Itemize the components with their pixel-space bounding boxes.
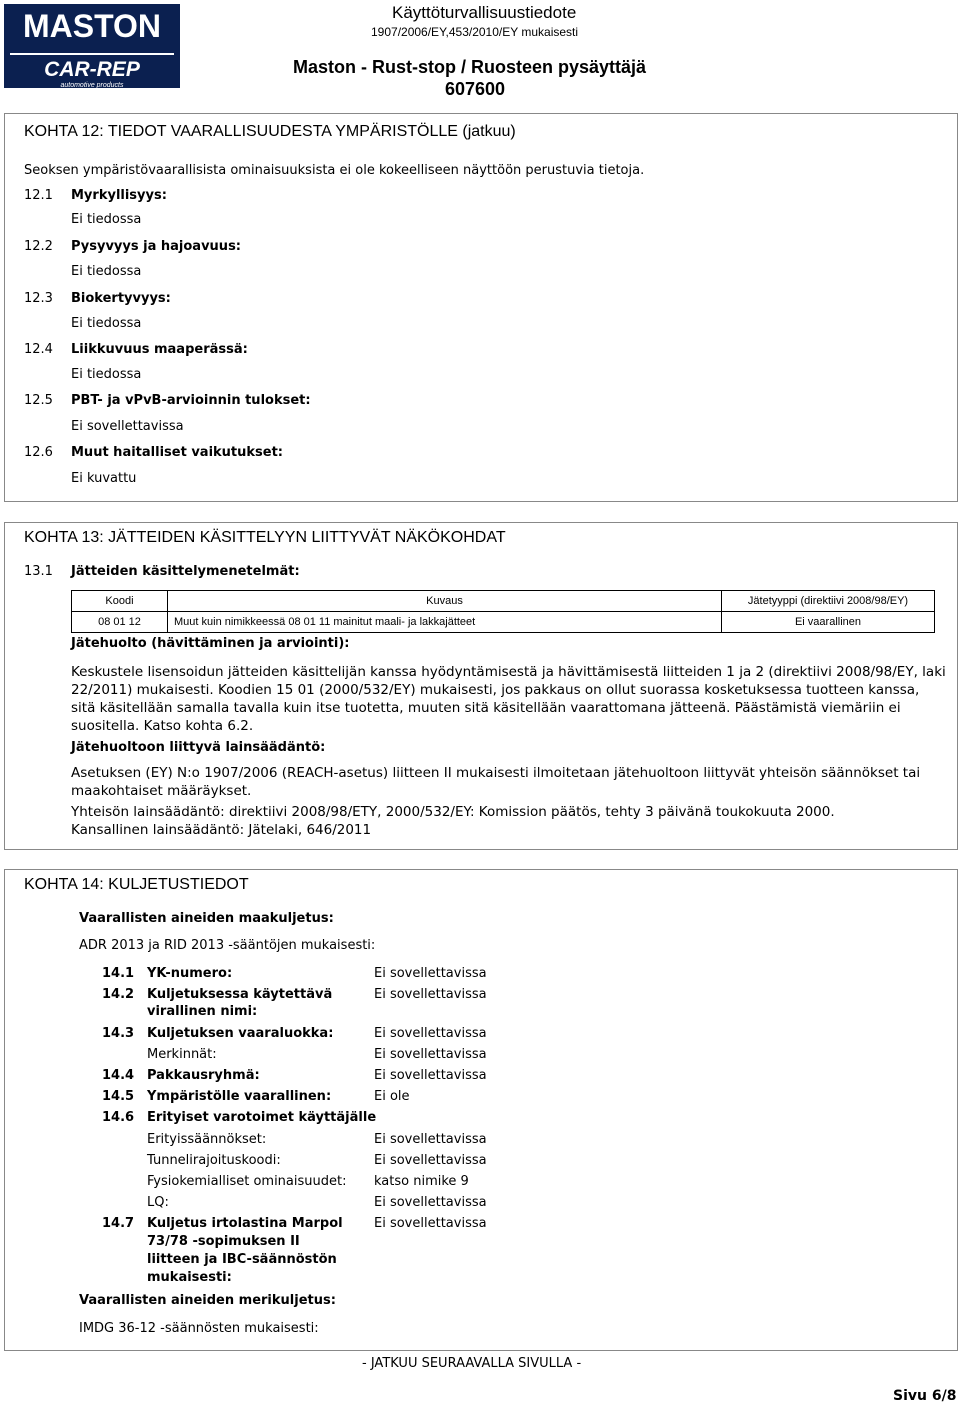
logo-carrep-text: CAR-REP xyxy=(44,58,140,81)
item-value: Ei kuvattu xyxy=(71,471,137,486)
row-num: 14.6 xyxy=(102,1110,135,1125)
row-label: Erityissäännökset: xyxy=(147,1132,267,1147)
item-num: 12.4 xyxy=(24,342,53,357)
item-num: 12.6 xyxy=(24,445,53,460)
row-num: 14.3 xyxy=(102,1026,135,1041)
sub-label: Jätteiden käsittelymenetelmät: xyxy=(71,564,300,579)
doc-type: Käyttöturvallisuustiedote xyxy=(392,3,577,22)
row-value: katso nimike 9 xyxy=(374,1174,469,1189)
item-value: Ei sovellettavissa xyxy=(71,419,184,434)
cell-code: 08 01 12 xyxy=(72,612,168,633)
product-title: Maston - Rust-stop / Ruosteen pysäyttäjä xyxy=(293,57,647,77)
row-value: Ei sovellettavissa xyxy=(374,1026,487,1041)
continue-note: - JATKUU SEURAAVALLA SIVULLA - xyxy=(362,1356,582,1371)
paragraph-line: Asetuksen (EY) N:o 1907/2006 (REACH-asetus) liitteen II mukaisesti ilmoitetaan jätehuoltoon liittyvät yhteisön säännökset tai xyxy=(71,765,921,781)
section-14-title: KOHTA 14: KULJETUSTIEDOT xyxy=(24,876,249,893)
page-number: Sivu 6/8 xyxy=(893,1388,957,1404)
item-value: Ei tiedossa xyxy=(71,264,142,279)
sea-transport-label: Vaarallisten aineiden merikuljetus: xyxy=(79,1293,336,1308)
item-num: 12.3 xyxy=(24,291,53,306)
maston-logo xyxy=(4,4,180,88)
row-label: Tunnelirajoituskoodi: xyxy=(147,1153,281,1168)
col-header: Koodi xyxy=(72,591,168,612)
row-label: YK-numero: xyxy=(147,966,233,981)
row-value: Ei sovellettavissa xyxy=(374,987,487,1002)
row-num: 14.5 xyxy=(102,1089,135,1104)
row-label: Pakkausryhmä: xyxy=(147,1068,260,1083)
adr-label: ADR 2013 ja RID 2013 -sääntöjen mukaisesti: xyxy=(79,938,376,953)
item-value: Ei tiedossa xyxy=(71,316,142,331)
row-label: LQ: xyxy=(147,1195,169,1210)
logo-sub-text: automotive products xyxy=(60,82,124,88)
sub-num: 13.1 xyxy=(24,564,53,579)
paragraph-line: sitä käsitellään samalla tavalla kuin itse tuotetta, muuten sitä käsitellään vaarattomana jätteenä. Päästämistä viemäriin ei xyxy=(71,700,901,716)
row-value: Ei sovellettavissa xyxy=(374,966,487,981)
section-13-title: KOHTA 13: JÄTTEIDEN KÄSITTELYYN LIITTYVÄT NÄKÖKOHDAT xyxy=(24,529,506,546)
item-label: Biokertyvyys: xyxy=(71,291,171,306)
section-12-title: KOHTA 12: TIEDOT VAARALLISUUDESTA YMPÄRISTÖLLE (jatkuu) xyxy=(24,123,516,140)
cell-description: Muut kuin nimikkeessä 08 01 11 mainitut maali- ja lakkajätteet xyxy=(168,612,722,633)
regulation-text: 1907/2006/EY,453/2010/EY mukaisesti xyxy=(371,25,579,39)
logo-maston-text: MASTON xyxy=(22,8,162,44)
table-row xyxy=(72,612,935,633)
item-num: 12.1 xyxy=(24,188,53,203)
row-label: mukaisesti: xyxy=(147,1270,232,1285)
row-value: Ei ole xyxy=(374,1089,410,1104)
imdg-label: IMDG 36-12 -säännösten mukaisesti: xyxy=(79,1321,319,1336)
row-value: Ei sovellettavissa xyxy=(374,1216,487,1231)
row-label: Merkinnät: xyxy=(147,1047,217,1062)
row-value: Ei sovellettavissa xyxy=(374,1195,487,1210)
item-num: 12.5 xyxy=(24,393,53,408)
row-label: Ympäristölle vaarallinen: xyxy=(147,1089,332,1104)
paragraph-line: suositella. Katso kohta 6.2. xyxy=(71,718,254,734)
col-header: Kuvaus xyxy=(168,591,722,612)
row-label: liitteen ja IBC-säännöstön xyxy=(147,1252,337,1267)
row-label: 73/78 -sopimuksen II xyxy=(147,1234,300,1249)
item-label: Pysyvyys ja hajoavuus: xyxy=(71,239,242,254)
table-header-row xyxy=(72,591,935,612)
row-label: Kuljetuksessa käytettävä xyxy=(147,987,333,1002)
logo-divider xyxy=(10,53,174,55)
waste-table xyxy=(71,590,935,633)
item-label: Liikkuvuus maaperässä: xyxy=(71,342,248,357)
legislation-label: Jätehuoltoon liittyvä lainsäädäntö: xyxy=(71,740,326,755)
col-header: Jätetyyppi (direktiivi 2008/98/EY) xyxy=(722,591,935,612)
row-value: Ei sovellettavissa xyxy=(374,1068,487,1083)
row-label: Kuljetus irtolastina Marpol xyxy=(147,1216,343,1231)
paragraph-line: Yhteisön lainsäädäntö: direktiivi 2008/98/ETY, 2000/532/EY: Komission päätös, tehty 3 päivänä toukokuuta 2000. xyxy=(71,804,835,820)
row-num: 14.7 xyxy=(102,1216,135,1231)
disposal-label: Jätehuolto (hävittäminen ja arviointi): xyxy=(71,636,350,651)
row-value: Ei sovellettavissa xyxy=(374,1132,487,1147)
row-num: 14.1 xyxy=(102,966,135,981)
paragraph-line: 22/2011) mukaisesti. Koodien 15 01 (2000/532/EY) mukaisesti, jos pakkaus on ollut suorassa kosketuksessa tuotteen kanssa, xyxy=(71,682,920,698)
paragraph-line: Kansallinen lainsäädäntö: Jätelaki, 646/2011 xyxy=(71,822,372,838)
item-value: Ei tiedossa xyxy=(71,212,142,227)
row-label: Kuljetuksen vaaraluokka: xyxy=(147,1026,334,1041)
item-label: Muut haitalliset vaikutukset: xyxy=(71,445,284,460)
row-label: Fysiokemialliset ominaisuudet: xyxy=(147,1174,347,1189)
cell-type: Ei vaarallinen xyxy=(722,612,935,633)
paragraph-line: Keskustele lisensoidun jätteiden käsittelijän kanssa hyödyntämisestä ja hävittämisestä liitteiden 1 ja 2 (direktiivi 2008/98/EY, laki xyxy=(71,664,946,680)
road-transport-label: Vaarallisten aineiden maakuljetus: xyxy=(79,911,334,926)
row-value: Ei sovellettavissa xyxy=(374,1153,487,1168)
item-value: Ei tiedossa xyxy=(71,367,142,382)
paragraph-line: maakohtaiset määräykset. xyxy=(71,783,252,799)
item-num: 12.2 xyxy=(24,239,53,254)
row-label: Erityiset varotoimet käyttäjälle xyxy=(147,1110,377,1125)
row-num: 14.4 xyxy=(102,1068,135,1083)
item-label: Myrkyllisyys: xyxy=(71,188,167,203)
item-label: PBT- ja vPvB-arvioinnin tulokset: xyxy=(71,393,311,408)
row-label: virallinen nimi: xyxy=(147,1004,258,1019)
row-value: Ei sovellettavissa xyxy=(374,1047,487,1062)
row-num: 14.2 xyxy=(102,987,135,1002)
product-code: 607600 xyxy=(445,79,506,99)
section-12-intro: Seoksen ympäristövaarallisista ominaisuuksista ei ole kokeelliseen näyttöön perustuvia tietoja. xyxy=(24,163,645,178)
